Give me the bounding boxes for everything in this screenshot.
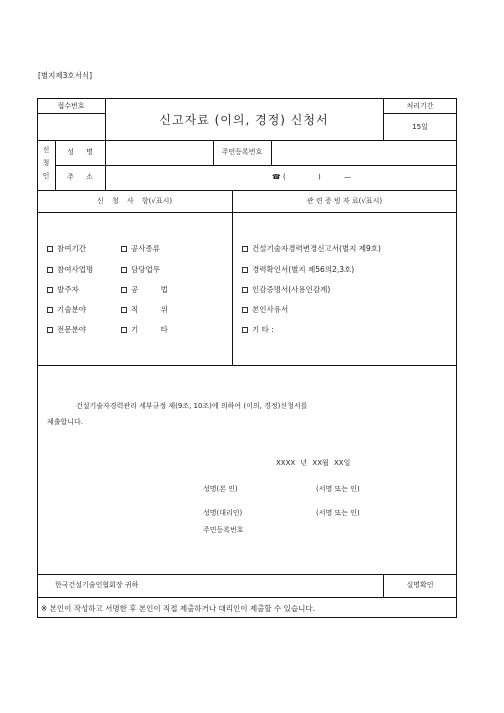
checkbox-client[interactable]: 발주자 xyxy=(47,286,79,294)
resident-number-label: 주민등록번호 xyxy=(221,148,263,156)
agent-name-field[interactable] xyxy=(258,506,312,520)
applicant-name-field[interactable] xyxy=(258,482,312,496)
page-title: 신고자료 (이의, 경정) 신청서 xyxy=(159,113,329,127)
address-label: 주 소 xyxy=(67,173,93,181)
agent-signature-label: (서명 또는 인) xyxy=(316,509,360,517)
phone-paren-close: ) xyxy=(318,173,321,181)
checkbox-doc-career-certificate[interactable]: 경력확인서(별지 제56의2,3호) xyxy=(242,266,354,274)
name-field[interactable] xyxy=(106,141,212,164)
recipient: 한국건설기술인협회장 귀하 xyxy=(55,581,139,589)
statement-text: 건설기술자경력관리 세부규정 제(9조, 10조)에 의하여 (이의, 경정)신청서를 xyxy=(76,402,308,410)
phone-field[interactable] xyxy=(283,168,433,186)
submission-date: XXXX 년 XX월 XX일 xyxy=(276,459,351,467)
name-label: 성 명 xyxy=(67,148,93,156)
phone-mark: ☎ ( xyxy=(272,173,286,181)
applicant-signature-label: (서명 또는 인) xyxy=(316,485,360,493)
applicant-label-3: 인 xyxy=(42,172,50,180)
documents-header: 관 련 증 빙 자 료(√표시) xyxy=(306,197,383,205)
footer-note: ※ 본인이 작성하고 서명한 후 본인이 직접 제출하거나 대리인이 제출할 수 있습니다. xyxy=(41,604,315,613)
checkbox-participation-period[interactable]: 참여기간 xyxy=(47,245,86,253)
statement-text-line2: 제출합니다. xyxy=(47,418,84,426)
address-field[interactable] xyxy=(106,166,256,189)
checkbox-doc-personal-statement[interactable]: 본인사유서 xyxy=(242,306,288,314)
processing-period-value: 15일 xyxy=(412,123,428,131)
resident-number-field[interactable] xyxy=(272,141,456,164)
agent-resident-number-label: 주민등록번호 xyxy=(203,526,244,534)
checkbox-position[interactable]: 직 위 xyxy=(121,306,168,314)
checkbox-doc-other[interactable]: 기 타 : xyxy=(242,326,274,334)
agent-resident-number-field[interactable] xyxy=(258,523,358,537)
agent-name-label: 성명(대리인) xyxy=(203,509,243,517)
checkbox-doc-seal-certificate[interactable]: 인감증명서(사용인감계) xyxy=(242,286,330,294)
checkbox-technical-field[interactable]: 기술분야 xyxy=(47,306,86,314)
application-items-header: 신 청 사 항(√표시) xyxy=(96,197,173,205)
checkbox-other[interactable]: 기 타 xyxy=(121,326,168,334)
checkbox-doc-change-report[interactable]: 건설기술자경력변경신고서(별지 제9호) xyxy=(242,245,381,253)
identity-check-label: 실명확인 xyxy=(406,581,434,589)
processing-period-label: 처리기간 xyxy=(406,102,434,110)
checkbox-duties[interactable]: 담당업무 xyxy=(121,266,160,274)
phone-dash: — xyxy=(344,173,351,181)
checkbox-construction-type[interactable]: 공사종류 xyxy=(121,245,160,253)
applicant-label-2: 청 xyxy=(42,159,50,167)
form-id: [별지제3호서식] xyxy=(38,71,93,80)
checkbox-specialty-field[interactable]: 전문분야 xyxy=(47,326,86,334)
applicant-label-1: 신 xyxy=(42,146,50,154)
receipt-number-label: 접수번호 xyxy=(57,102,85,110)
applicant-name-label: 성명(본 인) xyxy=(203,485,238,493)
checkbox-project-name[interactable]: 참여사업명 xyxy=(47,266,93,274)
checkbox-method[interactable]: 공 법 xyxy=(121,286,168,294)
